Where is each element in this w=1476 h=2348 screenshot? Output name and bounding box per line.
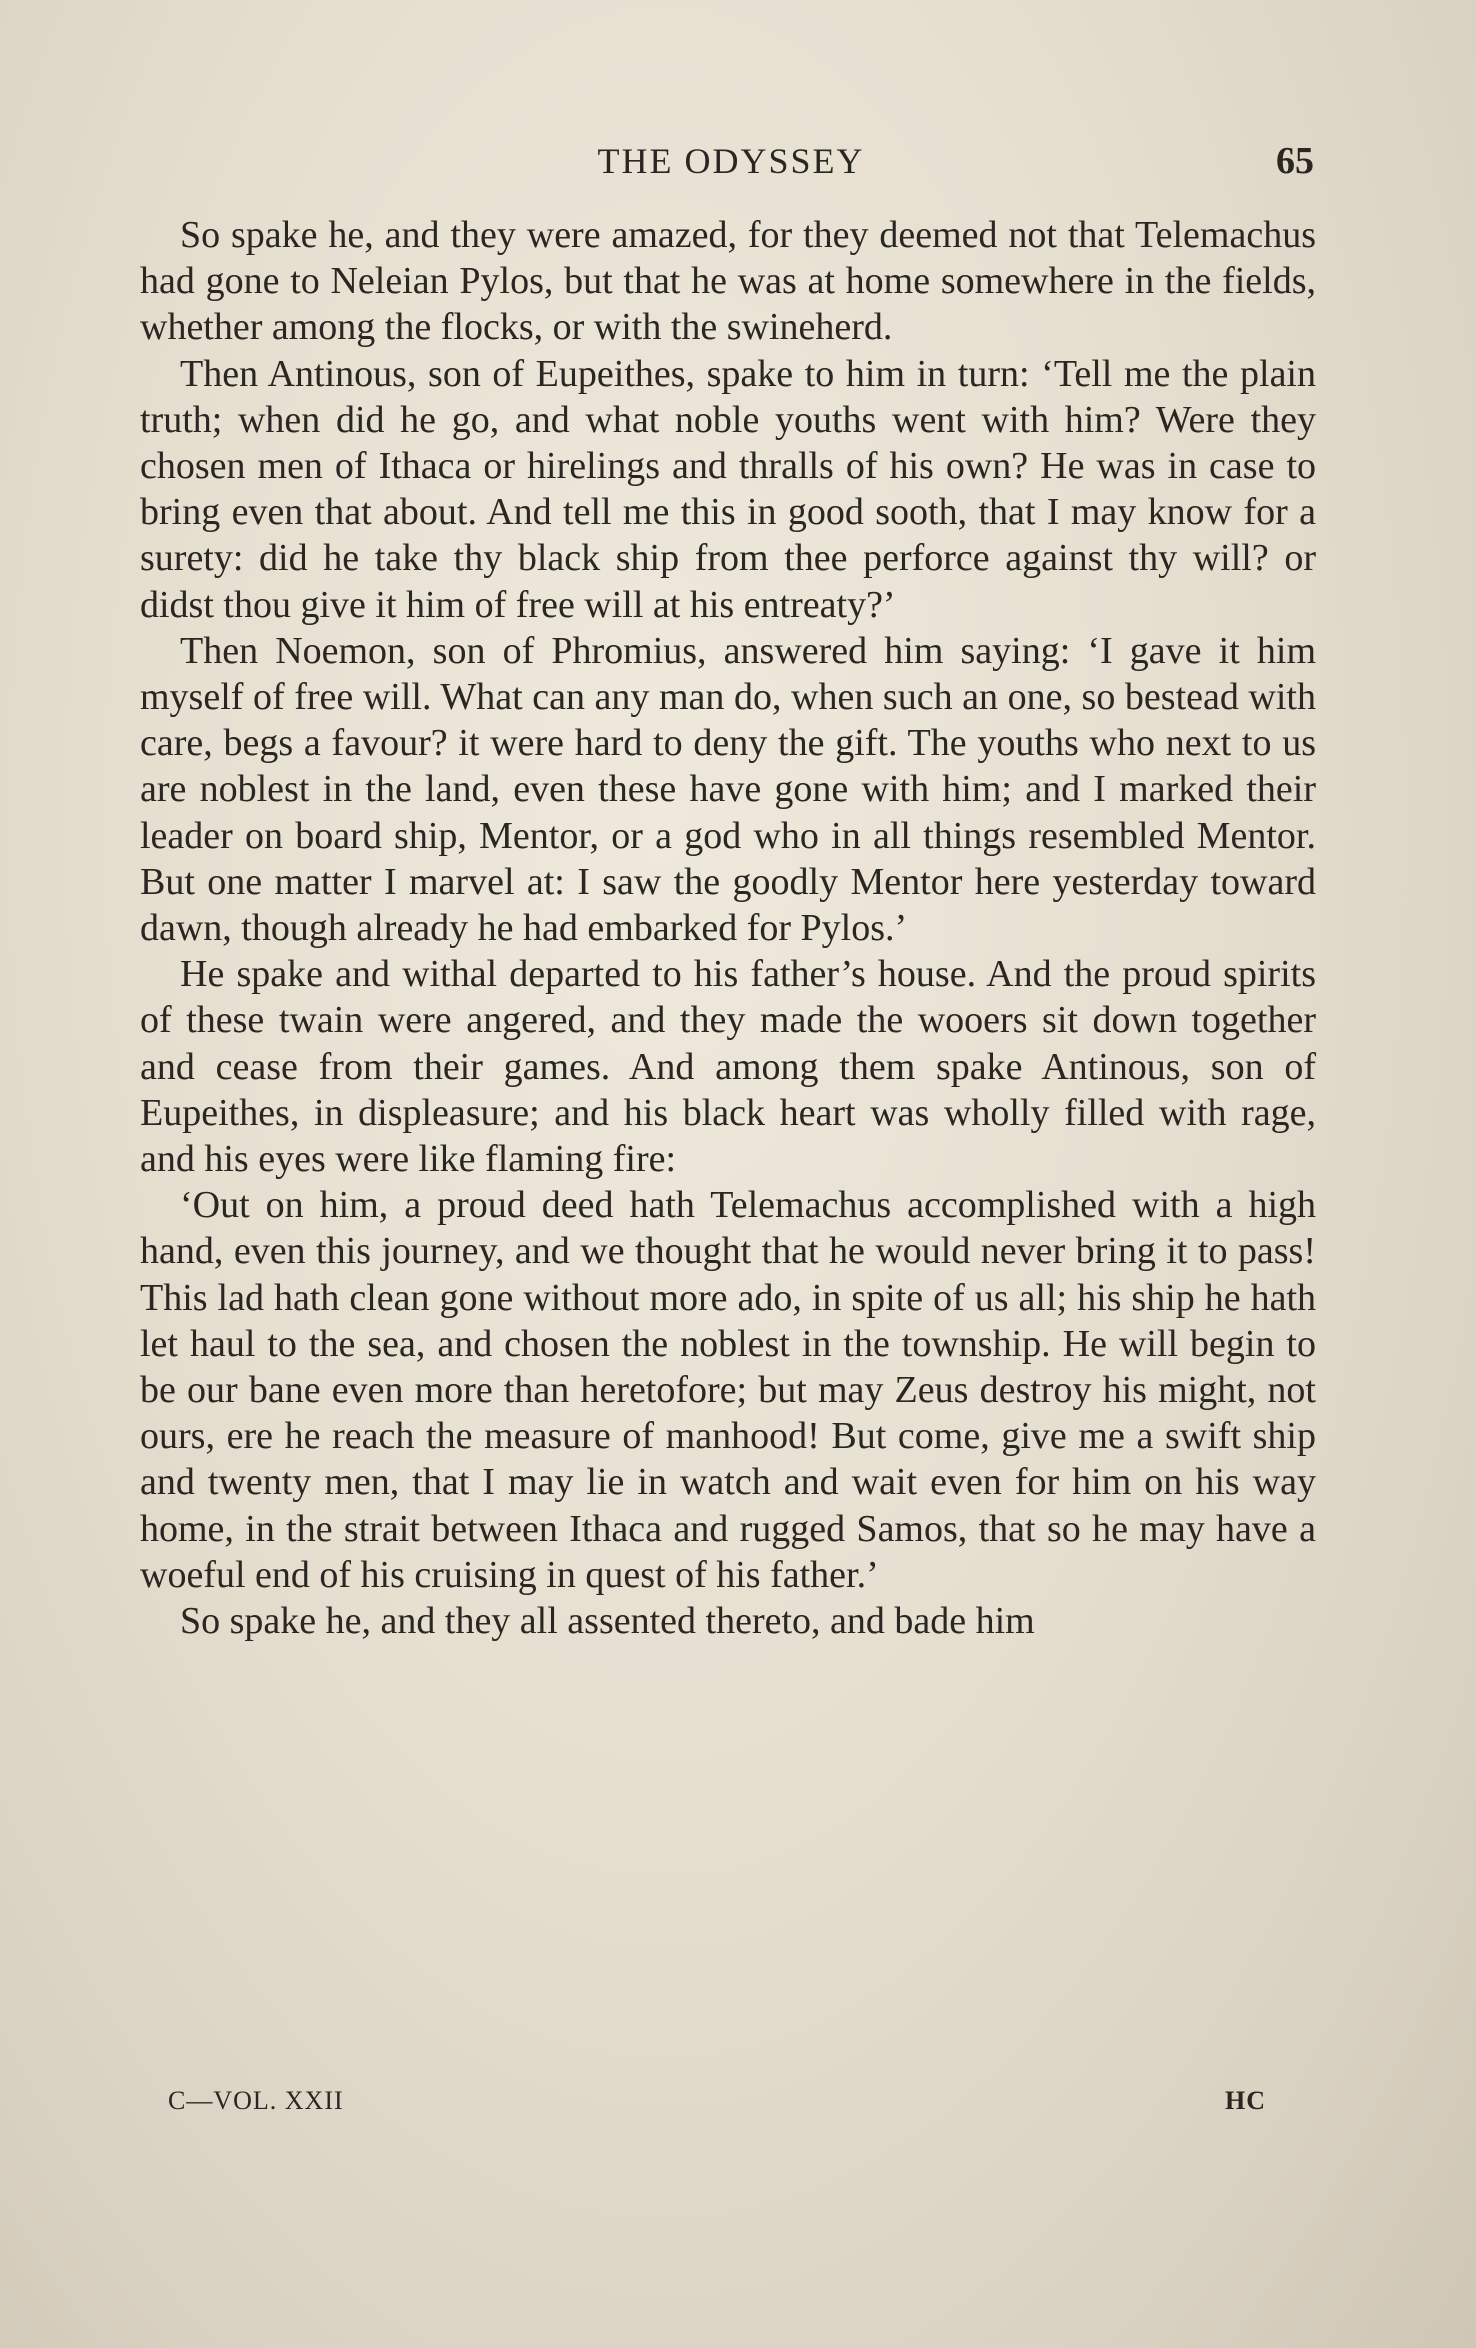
paragraph: Then Antinous, son of Eupeithes, spake to him in turn: ‘Tell me the plain truth; when did he go, and what noble youths went with him? Were they chosen men of Ithaca or hirelings and thralls of his own? He was in case to bring even that about. And tell me this in good sooth, that I may know for a surety: did he take thy black ship from thee perforce against thy will? or didst thou give it him of free will at his entreaty?’ bbox=[140, 352, 1316, 626]
paragraph: ‘Out on him, a proud deed hath Telemachus accomplished with a high hand, even this journey, and we thought that he would never bring it to pass! This lad hath clean gone without more ado, in spite of us all; his ship he hath let haul to the sea, and chosen the noblest in the township. He will begin to be our bane even more than heretofore; but may Zeus destroy his might, not ours, ere he reach the measure of manhood! But come, give me a swift ship and twenty men, that I may lie in watch and wait even for him on his way home, in the strait between Ithaca and rugged Samos, that so he may have a woeful end of his cruising in quest of his father.’ bbox=[140, 1184, 1316, 1596]
paragraph: So spake he, and they all assented thereto, and bade him bbox=[180, 1600, 1035, 1643]
running-head bbox=[148, 136, 1314, 186]
paragraph: Then Noemon, son of Phromius, answered him saying: ‘I gave it him myself of free will. What can any man do, when such an one, so bestead with care, begs a favour? it were hard to deny the gift. The youths who next to us are noblest in the land, even these have gone with him; and I marked their leader on board ship, Mentor, or a god who in all things resembled Mentor. But one matter I marvel at: I saw the goodly Mentor here yesterday toward dawn, though already he had embarked for Pylos.’ bbox=[140, 629, 1316, 950]
paragraph: So spake he, and they were amazed, for they deemed not that Telemachus had gone to Neleian Pylos, but that he was at home somewhere in the fields, whether among the flocks, or with the swineherd. bbox=[140, 214, 1316, 349]
signature-mark: C—VOL. XXII bbox=[168, 2086, 344, 2115]
body-text bbox=[140, 212, 1316, 1644]
running-title: THE ODYSSEY bbox=[597, 141, 865, 181]
paragraph: He spake and withal departed to his father’s house. And the proud spirits of these twain were angered, and they made the wooers sit down together and cease from their games. And among them spake Antinous, son of Eupeithes, in displeasure; and his black heart was wholly filled with rage, and his eyes were like flaming fire: bbox=[140, 953, 1316, 1181]
series-mark: HC bbox=[1225, 2086, 1266, 2115]
signature-line bbox=[168, 2086, 1266, 2126]
page-number: 65 bbox=[1276, 140, 1314, 182]
